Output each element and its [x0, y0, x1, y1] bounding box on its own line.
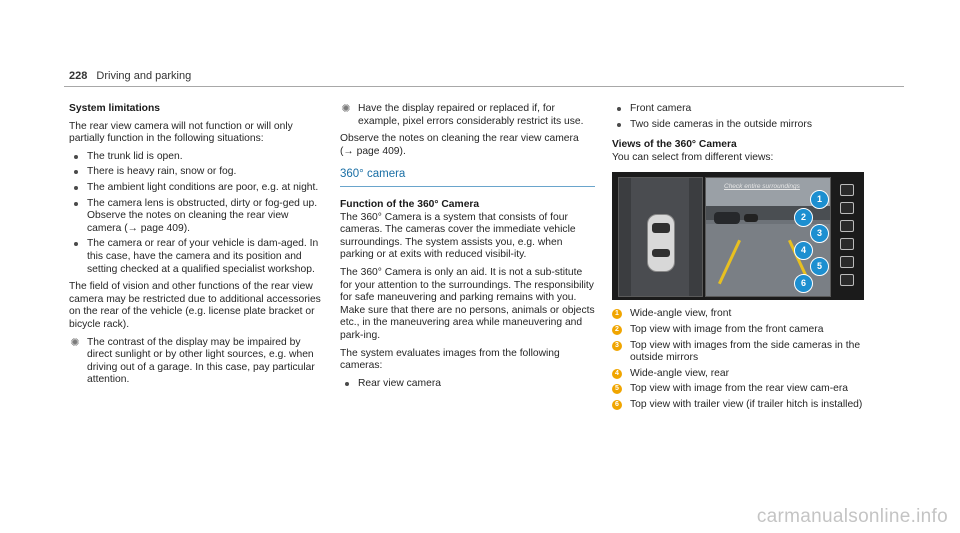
- cleaning-paragraph: Observe the notes on cleaning the rear view camera (→ page 409).: [340, 133, 579, 157]
- lightbulb-icon: ✺: [341, 103, 351, 115]
- callout-4: 4: [794, 241, 813, 260]
- view-icon: [840, 238, 854, 250]
- list-item: [612, 324, 874, 337]
- list-item: Two side cameras in the outside mirrors: [612, 119, 874, 132]
- top-view-panel: [618, 177, 703, 297]
- note: [69, 337, 324, 387]
- list-item: There is heavy rain, snow or fog.: [69, 166, 324, 179]
- vehicle-top-view-icon: [647, 214, 675, 272]
- section-divider: [340, 186, 595, 187]
- number-badge: 4: [612, 369, 622, 379]
- heading-system-limitations: System limitations: [69, 103, 160, 114]
- list-item: [612, 308, 874, 321]
- item-text: Top view with image from the rear view cam-era: [630, 383, 849, 395]
- parked-car-image: [714, 212, 740, 224]
- callout-1: 1: [810, 190, 829, 209]
- list-item: [612, 368, 874, 381]
- item-text: Top view with image from the front camera: [630, 323, 824, 335]
- callout-3: 3: [810, 224, 829, 243]
- limitations-list: [69, 151, 324, 276]
- header-divider: [64, 86, 904, 87]
- item-text: Top view with trailer view (if trailer hitch is installed): [630, 398, 863, 410]
- number-badge: 2: [612, 325, 622, 335]
- view-icon: [840, 184, 854, 196]
- section-name: Driving and parking: [96, 70, 192, 82]
- number-badge: 5: [612, 384, 622, 394]
- evaluates-paragraph: The system evaluates images from the following cameras:: [340, 347, 560, 372]
- number-badge: 3: [612, 341, 622, 351]
- field-of-vision-paragraph: The field of vision and other functions of the rear view camera may be restricted due to additional accessories on the rear of the vehicle (e.g. license plate bracket or bicycle rack).: [69, 281, 321, 330]
- list-item: [612, 383, 874, 396]
- view-icon: [840, 274, 854, 286]
- column-right: [612, 103, 874, 415]
- cameras-list: [340, 378, 595, 391]
- note: [340, 103, 595, 128]
- views-list: [612, 308, 874, 411]
- column-left: [69, 103, 324, 392]
- list-item: The camera lens is obstructed, dirty or fog-ged up. Observe the notes on cleaning the rear view camera (→ page 409).: [69, 198, 324, 236]
- section-title-360-camera: 360° camera: [340, 168, 406, 181]
- parked-car-image: [744, 214, 758, 222]
- aid-paragraph: The 360° Camera is only an aid. It is not a sub-stitute for your attention to the surroundings. The responsibility for safe maneuvering and parking remains with you. Make sure that there are no persons, animals or objects etc., in the maneuvering area while maneuvering and park-ing.: [340, 266, 595, 341]
- view-icon: [840, 220, 854, 232]
- item-text: Top view with images from the side cameras in the outside mirrors: [630, 339, 861, 364]
- lightbulb-icon: ✺: [70, 336, 80, 349]
- view-buttons-column: [834, 182, 860, 294]
- column-middle: [340, 103, 595, 395]
- note-text: The contrast of the display may be impaired by direct sunlight or by other light sources, e.g. when driving out of a garage. In this case, pay particular attention.: [87, 336, 315, 386]
- list-item: [612, 340, 874, 365]
- heading-function: Function of the 360° Camera: [340, 198, 480, 210]
- page-header: [69, 70, 191, 82]
- display-caption: Check entire surroundings: [724, 183, 800, 191]
- function-paragraph: The 360° Camera is a system that consists of four cameras. The cameras cover the immediate vehicle surroundings. The system assists you, e.g. when parking or at exits with reduced visibil-ity.: [340, 211, 576, 261]
- callout-5: 5: [810, 257, 829, 276]
- heading-views: Views of the 360° Camera: [612, 139, 737, 151]
- list-item: Front camera: [612, 103, 874, 116]
- list-item: The ambient light conditions are poor, e.g. at night.: [69, 182, 324, 195]
- page-number: 228: [69, 70, 88, 82]
- list-item: The camera or rear of your vehicle is dam-aged. In this case, have the camera and its position and setting checked at a qualified specialist workshop.: [69, 238, 324, 276]
- list-item: [612, 399, 874, 412]
- item-text: Wide-angle view, rear: [630, 367, 730, 379]
- note-text: Have the display repaired or replaced if, for example, pixel errors considerably restrict its use.: [358, 103, 584, 127]
- list-item: Rear view camera: [340, 378, 595, 391]
- item-text: Wide-angle view, front: [630, 308, 732, 320]
- watermark: carmanualsonline.info: [756, 506, 948, 527]
- number-badge: 1: [612, 309, 622, 319]
- intro-paragraph: The rear view camera will not function or will only partially function in the following situations:: [69, 120, 293, 145]
- list-item: The trunk lid is open.: [69, 151, 324, 164]
- camera-display-figure: [612, 172, 864, 300]
- views-intro: You can select from different views:: [612, 151, 774, 163]
- view-icon: [840, 256, 854, 268]
- cameras-list-continued: [612, 103, 874, 131]
- number-badge: 6: [612, 400, 622, 410]
- callout-2: 2: [794, 208, 813, 227]
- view-icon: [840, 202, 854, 214]
- callout-6: 6: [794, 274, 813, 293]
